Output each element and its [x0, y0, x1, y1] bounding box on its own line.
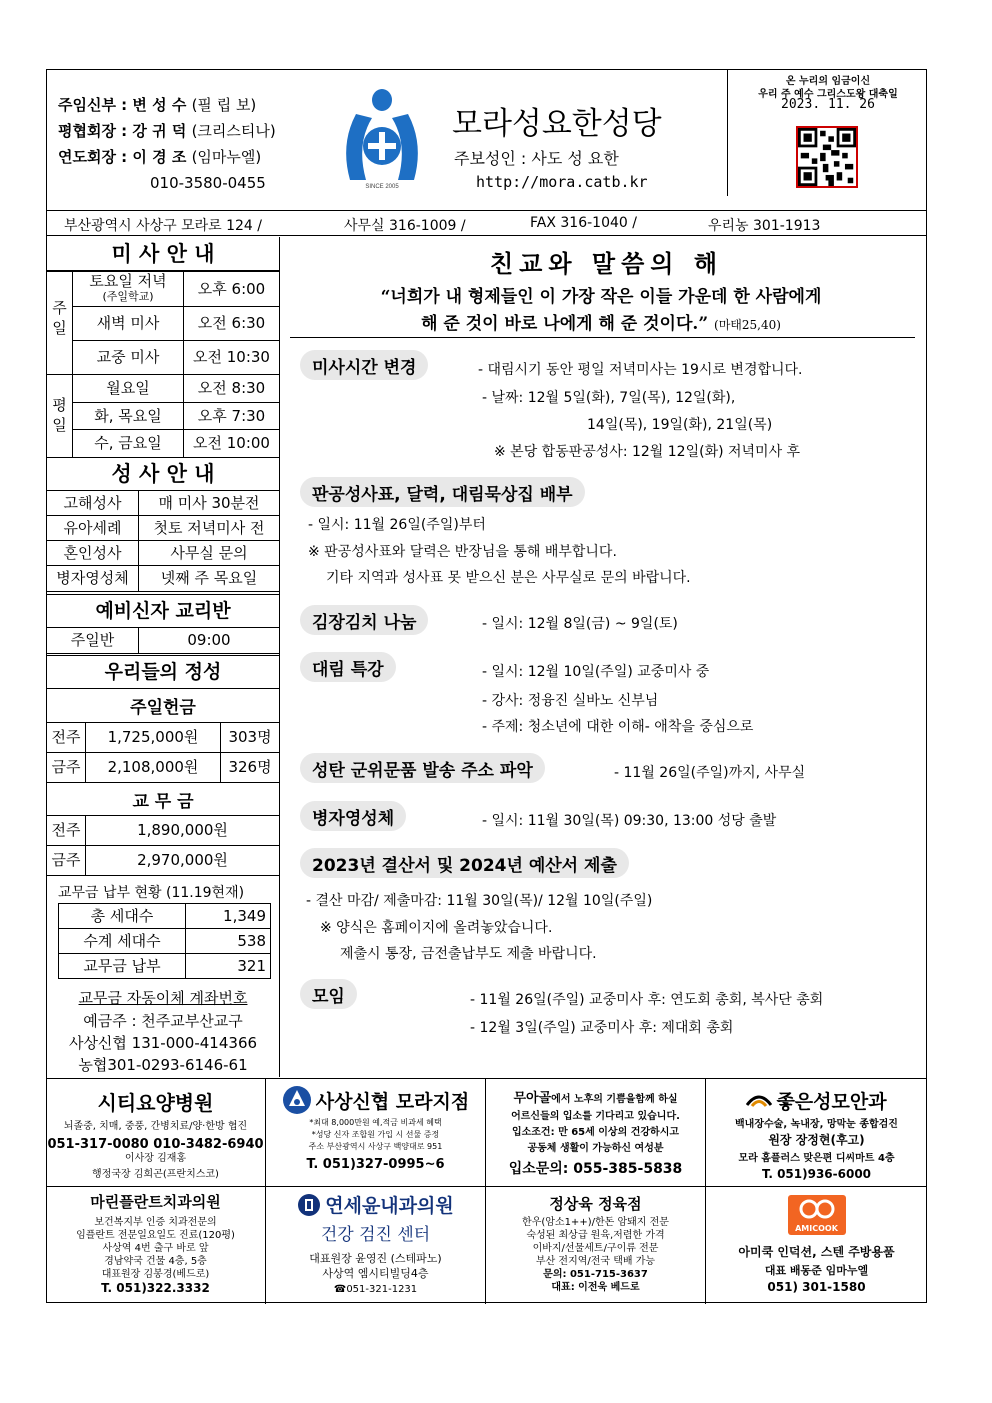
scripture-quote: “너희가 내 형제들인 이 가장 작은 이들 가운데 한 사람에게 해 준 것이 바로 나에게 해 준 것이다.” (마태25,40): [380, 287, 822, 334]
account-nonghyup: 농협301-0293-6146-61: [78, 1056, 248, 1074]
left-column: [46, 237, 280, 1077]
qr-code-icon[interactable]: [796, 126, 858, 188]
ad-eye-clinic[interactable]: 좋은성모안과 백내장수술, 녹내장, 망막눈 종합검진 원장 장정현(후고) 모라 홈플러스 맞은편 디씨마트 4층 T. 051)936-6000: [706, 1079, 927, 1187]
ad-city-hospital[interactable]: 시티요양병원 뇌졸중, 치매, 중풍, 간병치료/양·한방 협진 051-317-0080 010-3482-6940 이사장 김재홍 행정국장 김희곤(프란치스코): [46, 1079, 266, 1187]
mass-row-0-day: 토요일 저녁 (주일학교): [72, 271, 184, 307]
notice-0-line-2: 14일(목), 19일(화), 21일(목): [587, 417, 773, 433]
mass-row-1-time: 오전 6:30: [183, 306, 280, 341]
credit-union-logo-icon: [282, 1085, 312, 1115]
sunday-offering-1-c: 326명: [220, 752, 280, 783]
notice-1-line-0: - 일시: 11월 26일(주일)부터: [308, 517, 486, 533]
sunday-offering-0-a: 전주: [46, 722, 86, 753]
mass-row-0-time: 오후 6:00: [183, 271, 280, 307]
mass-row-5-day: 수, 금요일: [72, 429, 184, 458]
parish-dues-1-a: 금주: [46, 845, 86, 876]
phone-icon: ☎: [333, 1284, 347, 1295]
sunday-offering-1-b: 2,108,000원: [85, 752, 221, 783]
woorinong: 우리농 301-1913: [708, 218, 821, 234]
sacrament-row-2-b: 사무실 문의: [138, 540, 280, 566]
date-box: [727, 69, 927, 196]
dues-status-0-a: 총 세대수: [58, 903, 186, 929]
catechumen-time: 09:00: [138, 627, 280, 654]
sacrament-row-3-b: 넷째 주 목요일: [138, 565, 280, 592]
mass-title: 미 사 안 내: [46, 239, 280, 271]
amicook-logo-icon: [797, 1198, 837, 1220]
notice-distribution-title: 판공성사표, 달력, 대림묵상집 배부: [300, 477, 585, 507]
sacrament-title: 성 사 안 내: [46, 457, 280, 491]
parish-name: 모라성요한성당: [452, 106, 662, 142]
parish-url[interactable]: http://mora.catb.kr: [476, 173, 648, 191]
ad-butcher[interactable]: 정상육 정육점 한우(암소1++)/한돈 암돼지 전문 숙성된 최상급 원육,저렴한 가격 이바지/선물세트/구이류 전문 부산 전지역/전국 택배 가능 문의: 051-715-3637 대표: 이전욱 베드로: [486, 1187, 706, 1304]
parish-logo-icon: [336, 84, 428, 192]
dues-status-1-b: 538: [185, 928, 271, 954]
mass-row-5-time: 오전 10:00: [183, 429, 280, 458]
address: 부산광역시 사상구 모라로 124 /: [64, 218, 263, 234]
notice-5-line-0: - 일시: 11월 30일(목) 09:30, 13:00 성당 출발: [482, 813, 777, 829]
catechumen-title: 예비신자 교리반: [46, 594, 280, 628]
notice-7-line-0: - 11월 26일(주일) 교중미사 후: 연도회 총회, 복사단 총회: [470, 992, 824, 1008]
office-phone: 사무실 316-1009 /: [344, 218, 466, 234]
staff-list: [58, 92, 276, 196]
mass-row-2-time: 오전 10:30: [183, 340, 280, 375]
notice-7-line-1: - 12월 3일(주일) 교중미사 후: 제대회 총회: [470, 1020, 734, 1036]
sacrament-row-3-a: 병자영성체: [46, 565, 139, 592]
dues-status-2-a: 교무금 납부: [58, 953, 186, 979]
sacrament-row-1-a: 유아세례: [46, 515, 139, 541]
notice-3-line-1: - 강사: 정융진 실바노 신부님: [482, 693, 659, 709]
notice-6-line-1: ※ 양식은 홈페이지에 올려놓았습니다.: [320, 920, 553, 936]
sacrament-row-0-a: 고해성사: [46, 490, 139, 516]
notice-2-line-0: - 일시: 12월 8일(금) ~ 9일(토): [482, 616, 678, 632]
parish-dues-title: 교 무 금: [132, 792, 194, 812]
year-theme: 친교와 말씀의 해: [490, 249, 723, 278]
sunday-offering-0-c: 303명: [220, 722, 280, 753]
notice-kimchi-title: 김장김치 나눔: [300, 605, 428, 635]
dues-status-title: 교무금 납부 현황 (11.19현재): [58, 885, 245, 901]
yonsei-phone: ☎051-321-1231: [333, 1284, 418, 1295]
notice-0-line-1: - 날짜: 12월 5일(화), 7일(목), 12일(화),: [482, 390, 736, 406]
notice-3-line-2: - 주제: 청소년에 대한 이해- 애착을 중심으로: [482, 719, 754, 735]
parish-dues-0-b: 1,890,000원: [85, 815, 280, 846]
notice-1-line-1: ※ 판공성사표와 달력은 반장님을 통해 배부합니다.: [308, 544, 617, 560]
account-sinhyup: 사상신협 131-000-414366: [68, 1034, 258, 1052]
offering-title: 우리들의 정성: [46, 655, 280, 689]
ads-area: [46, 1078, 927, 1303]
parish-dues-0-a: 전주: [46, 815, 86, 846]
weekday-label: 평 일: [46, 374, 73, 458]
feast-line2: 우리 주 예수 그리스도왕 대축일: [758, 89, 898, 100]
staff-phone: 010-3580-0455: [150, 174, 266, 192]
ad-sasang-credit-union[interactable]: 사상신협 모라지점 *최대 8,000만원 예,적금 비과세 혜택 *성당 신자 조합원 가입 시 선물 증정 주소 부산광역시 사상구 백양대로 951 T. 051)327-0995~6: [266, 1079, 486, 1187]
patron-saint: 주보성인 : 사도 성 요한: [454, 149, 619, 168]
ad-dental-clinic[interactable]: 마린플란트치과의원 보건복지부 인증 치과전문의 임플란트 전문일요일도 진료(120평) 사상역 4번 출구 바로 앞 경남약국 건물 4층, 5층 대표원장 김봉경(베드로) T. 051)322.3332: [46, 1187, 266, 1304]
notice-0-line-3: ※ 본당 합동판공성사: 12월 12일(화) 저녁미사 후: [494, 444, 801, 460]
dues-status-2-b: 321: [185, 953, 271, 979]
eye-logo-icon: [746, 1093, 772, 1109]
auto-transfer-title: 교무금 자동이체 계좌번호: [78, 989, 248, 1007]
address-bar: [46, 210, 927, 236]
catechumen-day: 주일반: [46, 627, 139, 654]
mass-row-4-day: 화, 목요일: [72, 402, 184, 430]
mass-row-4-time: 오후 7:30: [183, 402, 280, 430]
amicook-logo: AMICOOK: [788, 1195, 846, 1235]
account-holder: 예금주 : 천주교부산교구: [83, 1012, 243, 1030]
mass-row-1-day: 새벽 미사: [72, 306, 184, 341]
quote-divider: [290, 337, 915, 338]
mass-row-3-day: 월요일: [72, 374, 184, 403]
parish-dues-1-b: 2,970,000원: [85, 845, 280, 876]
sunday-offering-title: 주일헌금: [130, 698, 196, 718]
notice-3-line-0: - 일시: 12월 10일(주일) 교중미사 중: [482, 664, 710, 680]
mass-row-2-day: 교중 미사: [72, 340, 184, 375]
sunday-offering-1-a: 금주: [46, 752, 86, 783]
notice-lecture-title: 대림 특강: [300, 652, 396, 682]
feast-line1: 온 누리의 임금이신: [785, 76, 871, 87]
mass-row-3-time: 오전 8:30: [183, 374, 280, 403]
sunday-offering-0-b: 1,725,000원: [85, 722, 221, 753]
sunday-label: 주 일: [46, 271, 73, 375]
staff-yeondo: 연도회장 : 이 경 조 (임마누엘): [58, 148, 262, 166]
notice-4-line-0: - 11월 26일(주일)까지, 사무실: [614, 765, 806, 781]
notice-budget-title: 2023년 결산서 및 2024년 예산서 제출: [300, 848, 629, 878]
dues-status-0-b: 1,349: [185, 903, 271, 929]
fax: FAX 316-1040 /: [530, 215, 637, 231]
notice-mass-time-title: 미사시간 변경: [300, 350, 428, 380]
sacrament-row-2-a: 혼인성사: [46, 540, 139, 566]
staff-priest: 주임신부 : 변 성 수 (필 립 보): [58, 96, 257, 114]
notice-1-line-2: 기타 지역과 성사표 못 받으신 분은 사무실로 문의 바랍니다.: [326, 570, 691, 586]
ad-amicook[interactable]: AMICOOK 아미쿡 인덕션, 스텐 주방용품 대표 배동준 임마누엘 051) 301-1580: [706, 1187, 927, 1304]
yonsei-logo-icon: [297, 1193, 321, 1217]
notice-sick-communion-title: 병자영성체: [300, 801, 406, 831]
staff-council: 평협회장 : 강 귀 덕 (크리스티나): [58, 122, 276, 140]
ad-yonsei-clinic[interactable]: 연세윤내과의원 건강 검진 센터 대표원장 윤영진 (스테파노) 사상역 엠시티빌딩4층 ☎051-321-1231: [266, 1187, 486, 1304]
notice-military-title: 성탄 군위문품 발송 주소 파악: [300, 753, 545, 783]
notice-0-line-0: - 대림시기 동안 평일 저녁미사는 19시로 변경합니다.: [478, 362, 803, 378]
notice-meeting-title: 모임: [300, 979, 357, 1009]
notice-6-line-0: - 결산 마감/ 제출마감: 11월 30일(목)/ 12월 10일(주일): [306, 893, 653, 909]
sacrament-row-0-b: 매 미사 30분전: [138, 490, 280, 516]
bulletin-date: 2023. 11. 26: [781, 97, 875, 112]
ad-muagol[interactable]: 무아골에서 노후의 기쁨을함께 하실 어르신들의 입소를 기다리고 있습니다. 입소조건: 만 65세 이상의 건강하시고 공동체 생활이 가능하신 여성분 입소문의: 055-385-5838: [486, 1079, 706, 1187]
dues-status-1-a: 수계 세대수: [58, 928, 186, 954]
svg-text:SINCE 2005: SINCE 2005: [365, 184, 399, 190]
notice-6-line-2: 제출시 통장, 금전출납부도 제출 바랍니다.: [340, 946, 597, 962]
sacrament-row-1-b: 첫토 저녁미사 전: [138, 515, 280, 541]
